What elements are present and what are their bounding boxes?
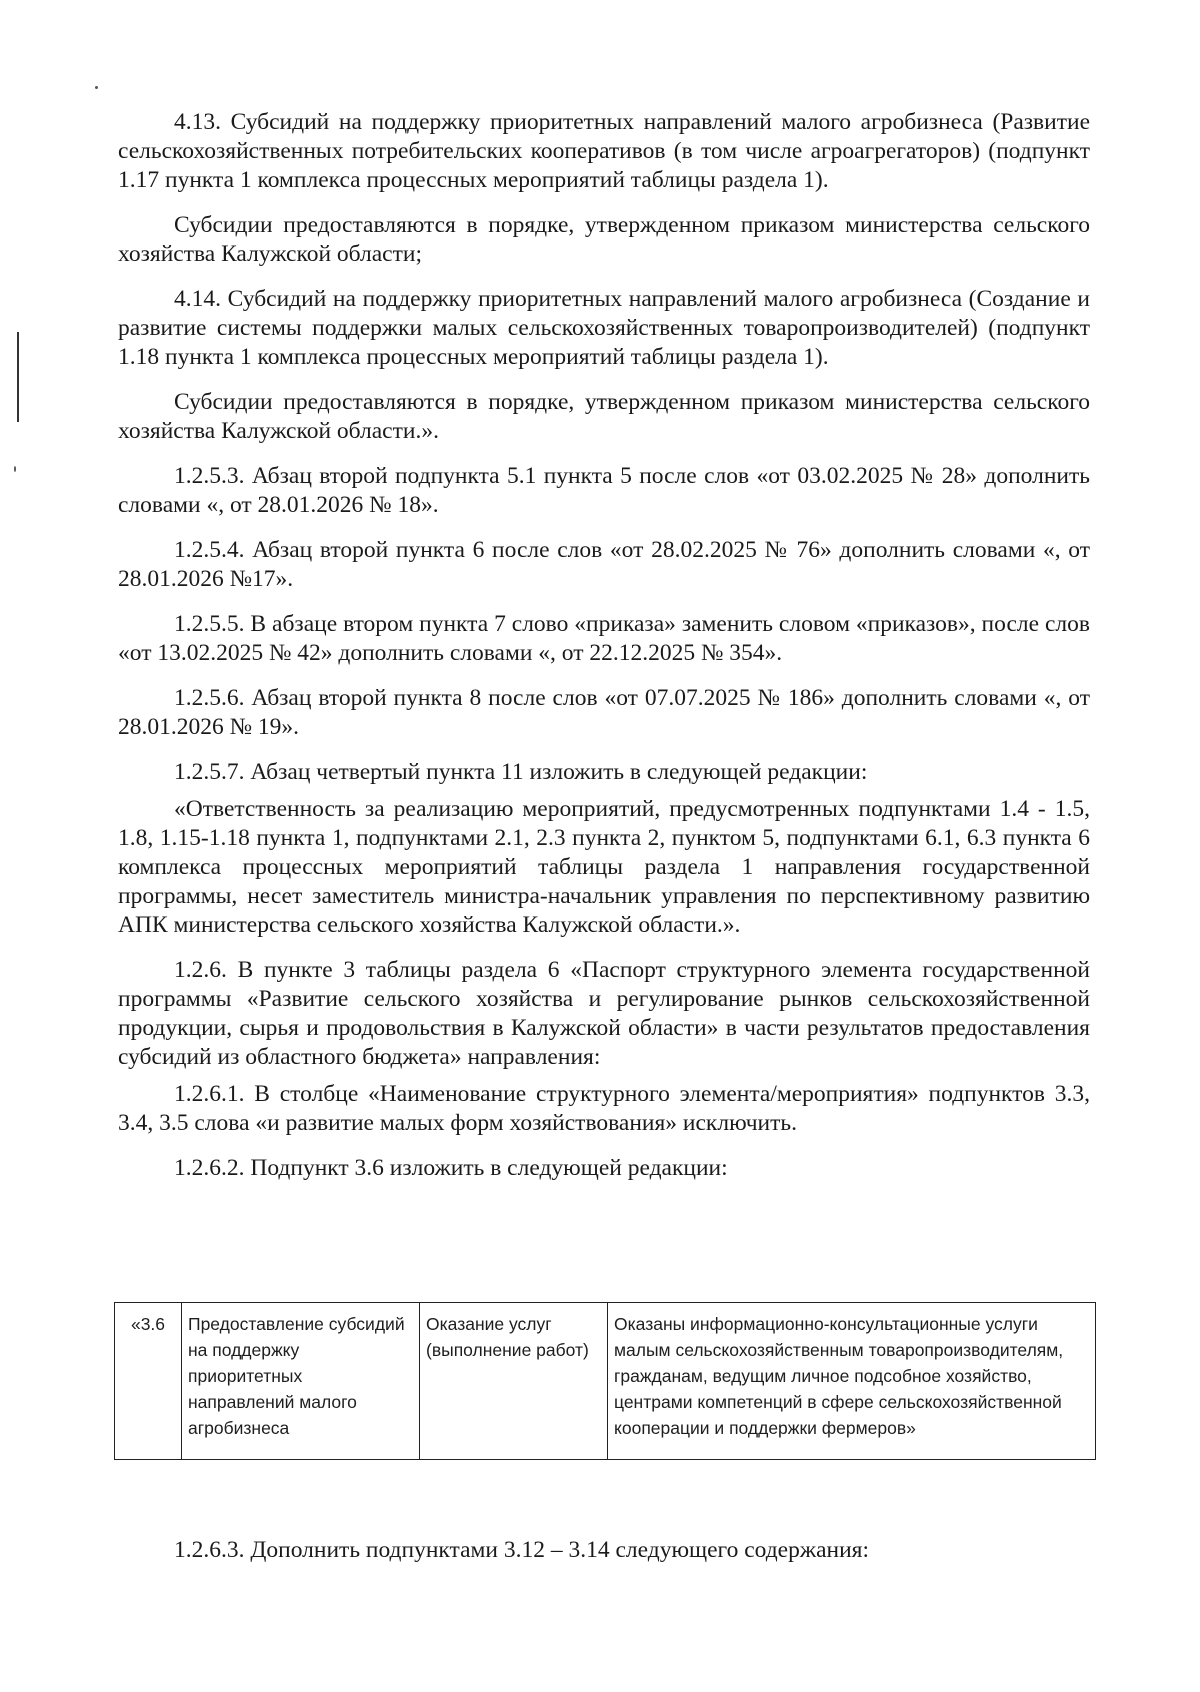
paragraph-4-13-order: Субсидии предоставляются в порядке, утвержденном приказом министерства сельского хозяйства Калужской области;	[118, 212, 1090, 267]
paragraph-4-13: 4.13. Субсидий на поддержку приоритетных направлений малого агробизнеса (Развитие сельскохозяйственных потребительских кооперативов (в том числе агроагрегаторов) (подпункт 1.17 пункта 1 комплекса процессных мероприятий таблицы раздела 1).	[118, 109, 1090, 193]
paragraph-1-2-6-2: 1.2.6.2. Подпункт 3.6 изложить в следующей редакции:	[174, 1155, 728, 1181]
paragraph-1-2-6: 1.2.6. В пункте 3 таблицы раздела 6 «Паспорт структурного элемента государственной программы «Развитие сельского хозяйства и регулирование рынков сельскохозяйственной продукции, сырья и продовольствия в Калужской области» в части результатов предоставления субсидий из областного бюджета» направления:	[118, 957, 1090, 1070]
table-row	[115, 1303, 1096, 1460]
paragraph-1-2-5-5: 1.2.5.5. В абзаце втором пункта 7 слово «приказа» заменить словом «приказов», после слов «от 13.02.2025 № 42» дополнить словами «, от 22.12.2025 № 354».	[118, 611, 1090, 666]
paragraph-1-2-5-3: 1.2.5.3. Абзац второй подпункта 5.1 пункта 5 после слов «от 03.02.2025 № 28» дополнить словами «, от 28.01.2026 № 18».	[118, 463, 1090, 518]
table-cell-type: Оказание услуг (выполнение работ)	[420, 1303, 608, 1460]
document-body	[118, 108, 1090, 1199]
scan-speck	[95, 86, 98, 89]
table-cell-result: Оказаны информационно-консультационные услуги малым сельскохозяйственным товаропроизводителям, гражданам, ведущим личное подсобное хозяйство, центрами компетенций в сфере сельскохозяйственной кооперации и поддержки фермеров»	[608, 1303, 1096, 1460]
scan-speck	[14, 466, 16, 472]
table-cell-number: «3.6	[115, 1303, 182, 1460]
amendment-table	[114, 1302, 1096, 1460]
scan-margin-mark	[17, 332, 19, 422]
paragraph-1-2-5-4: 1.2.5.4. Абзац второй пункта 6 после слов «от 28.02.2025 № 76» дополнить словами «, от 28.01.2026 №17».	[118, 537, 1090, 592]
paragraph-1-2-6-1: 1.2.6.1. В столбце «Наименование структурного элемента/мероприятия» подпунктов 3.3, 3.4, 3.5 слова «и развитие малых форм хозяйствования» исключить.	[118, 1081, 1090, 1136]
table	[114, 1302, 1096, 1460]
paragraph-1-2-5-7: 1.2.5.7. Абзац четвертый пункта 11 изложить в следующей редакции:	[174, 759, 868, 785]
paragraph-1-2-5-6: 1.2.5.6. Абзац второй пункта 8 после слов «от 07.07.2025 № 186» дополнить словами «, от 28.01.2026 № 19».	[118, 685, 1090, 740]
paragraph-quote: «Ответственность за реализацию мероприятий, предусмотренных подпунктами 1.4 - 1.5, 1.8, 1.15-1.18 пункта 1, подпунктами 2.1, 2.3 пункта 2, пунктом 5, подпунктами 6.1, 6.3 пункта 6 комплекса процессных мероприятий таблицы раздела 1 направления государственной программы, несет заместитель министра-начальник управления по перспективному развитию АПК министерства сельского хозяйства Калужской области.».	[118, 796, 1090, 938]
table-cell-name: Предоставление субсидий на поддержку приоритетных направлений малого агробизнеса	[182, 1303, 420, 1460]
paragraph-4-14-order: Субсидии предоставляются в порядке, утвержденном приказом министерства сельского хозяйства Калужской области.».	[118, 389, 1090, 444]
paragraph-4-14: 4.14. Субсидий на поддержку приоритетных направлений малого агробизнеса (Создание и развитие системы поддержки малых сельскохозяйственных товаропроизводителей) (подпункт 1.18 пункта 1 комплекса процессных мероприятий таблицы раздела 1).	[118, 286, 1090, 370]
paragraph-1-2-6-3: 1.2.6.3. Дополнить подпунктами 3.12 – 3.14 следующего содержания:	[174, 1536, 870, 1563]
